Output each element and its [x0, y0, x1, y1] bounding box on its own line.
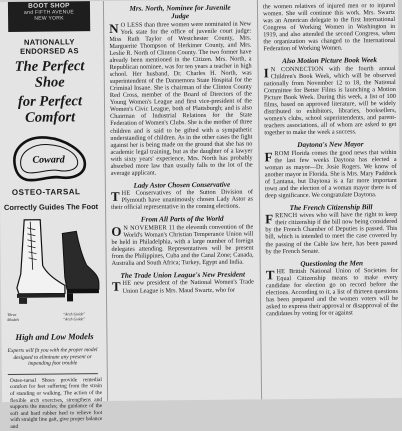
ad-endorsed-text: NATIONALLY ENDORSED AS: [20, 37, 79, 56]
article-all-parts-body: [111, 223, 253, 267]
lead-words: N NOVEMBER: [123, 224, 167, 232]
drop-cap: T: [110, 189, 120, 205]
banner-line-2: and FIFTH AVENUE: [23, 9, 75, 16]
boot-left-label-2: Models: [7, 316, 20, 323]
article-french-bill-body: [265, 211, 397, 255]
ad-experts-text: Experts will fit you with the proper model designed to eliminate any present or impending foot trouble: [7, 347, 98, 367]
article-all-parts-title: From All Parts of the World: [140, 215, 224, 225]
shoe-logo-text: Coward: [32, 154, 65, 166]
boot-label-left: [7, 312, 19, 322]
drop-cap: O: [111, 223, 122, 239]
lead-words: N CONNECTION: [270, 65, 324, 73]
lead-words: HE: [276, 268, 286, 276]
ad-tagline-2: for Perfect Comfort: [17, 93, 83, 126]
article-questioning-title: Questioning the Men: [300, 258, 364, 268]
ad-divider: [8, 373, 98, 375]
right-column: [260, 0, 402, 399]
lead-words: ROM: [274, 149, 290, 157]
article-mrs-north-body: [109, 20, 253, 177]
article-lady-astor-title: Lady Astor Chosen Conservative: [133, 180, 231, 190]
drop-cap: T: [265, 267, 275, 283]
drop-cap: F: [265, 211, 274, 227]
article-trade-union-body: [112, 279, 254, 295]
article-mrs-north-title-line-2: Judge: [171, 12, 190, 21]
article-questioning-body: [266, 267, 399, 318]
boot-label-right: [63, 311, 85, 321]
article-text: wives who will have the right to keep their citizenship if the bill now being considered by the French Chamber of Deputies is passed. This bill, which is intended to meet the case covered by the passing of the Cable law here, has been passed by the French Senate.: [265, 211, 398, 255]
article-book-week-title: Also Motion Picture Book Week: [282, 56, 377, 66]
drop-cap: N: [109, 20, 119, 36]
boot-labels: [3, 311, 101, 328]
article-text: British National Union of Societies for Equal Citizenship means to make every candidate for election go on record before the elections. According to it, a list of thirteen questions has been prepared and the women voters will be asked to express their approval or disapproval of the candidates by voting for or against: [265, 266, 399, 318]
banner-line-1: BOOT SHOP: [28, 2, 70, 10]
ad-brand-name: OSTEO-TARSAL: [11, 187, 81, 197]
shoe-print-logo-icon: [8, 129, 93, 188]
article-mrs-north-title: [109, 3, 251, 21]
boot-left-label-1: Three: [7, 311, 17, 318]
boot-shop-banner: [8, 1, 90, 32]
drop-cap: I: [263, 65, 269, 81]
article-text: with the fourth annual Children's Book Week, which will be observed nationally from November 12 to 18, the National Committee for Better Films is launching a Motion Picture Book Week. During this week, a list of 100 films, based on approved literature, will be widely distributed to exhibitors, libraries, booksellers, women's clubs, school superintendents, and parent-teachers associations, all of whom are asked to get together to make the week a success.: [263, 64, 397, 137]
ad-tagline-1: The Perfect Shoe: [14, 58, 85, 91]
ad-guides-text: Correctly Guides The Foot: [3, 202, 99, 213]
lead-words: HE: [121, 189, 131, 198]
article-lady-astor-body: [111, 189, 253, 212]
article-book-week-body: [264, 65, 397, 137]
article-trade-union-title: The Trade Union League's New President: [120, 270, 246, 280]
article-daytona-body: [264, 149, 397, 200]
lead-words: HE: [122, 280, 132, 288]
article-text: Conservatives of the Sutton Division of Plymouth have unanimously chosen Lady Astor as their official representative in the coming elections.: [111, 188, 254, 212]
article-text: new president of the National Women's Trade Union League is Mrs. Maud Swartz, who for: [122, 278, 254, 295]
drop-cap: T: [111, 279, 121, 295]
banner-line-3: NEW YORK: [34, 15, 64, 22]
article-text: 11 the eleventh convention of the World's Woman's Christian Temperance Union will be held in Philadelphia, with a large number of foreign delegates attending. Representatives will be present from the Philippines, Cuba and the Canal Zone; Canada, Australia and South Africa; Turkey, Egypt and India.: [111, 223, 254, 267]
shoe-advertisement: [0, 1, 106, 430]
article-text: Florida comes the good news that within the last few weeks Daytona has elected a woman as mayor—Dr. Josie Rogers. We know of another mayor in Florida. She is Mrs. Mary Paddock of Lantana, but Daytona is a far more important town and the election of a woman mayor there is of deep significance. We congratulate Daytona.: [264, 148, 397, 200]
article-swartz-continued: the women relatives of injured men or to injured women. She will continue this work. Mrs. Swartz was an American delegate to the first International Congress of Working Women in Washington in 1919, and also attended the second Congress, when the organization was changed to the International Federation of Working Women.: [262, 1, 396, 53]
boot-right-label-2: "Arch Guide": [63, 316, 86, 322]
lead-words: RENCH: [275, 212, 298, 220]
ad-body-text: Osteo-tarsal Shoes provide remedial comfort for feet suffering from the strain of standing or walking. The action of the flexible arch exercises, strengthens and supports the muscles; the guidance of the soft and hard rubber heel to relieve foot with straight line gait, give proper balance and: [9, 376, 103, 430]
article-daytona-title: Daytona's New Mayor: [297, 140, 364, 150]
article-text: than three women were nominated in New York state for the office of juvenile court judge: Miss Ruth Taylor of Westchester County, Mrs. Marguerite Thompson of Herkimer County, and Mrs. Leslie R. North of Clinton County. The two former have already been mentioned in the Citizen. Mrs. North, a Republican nominee, was for ten years a teacher in high school. Her husband, Dr. Charles H. North, was superintendent of the Dannemora State Hospital for the Criminal Insane. She is chairman of the Clinton County Red Cross, member of the Board of Directors of the Young Women's League and first vice-president of the Women's Civic League, both of Plattsburgh; and is also Chairman of Industrial Relations for the State Federation of Women's Clubs. She is the mother of three children and is said to be gifted with a sympathetic understanding of children. As in the other cases the fight against her is being made on the ground that she has no academic legal training, but as the daughter of a lawyer with sixty years' experience, Mrs. North has probably absorbed more law than usually falls to the lot of the average applicant.: [109, 20, 253, 177]
article-french-bill-title: The French Citizenship Bill: [289, 203, 373, 212]
middle-column: [106, 0, 258, 401]
boot-right-label-1: "Arch Guide": [63, 311, 85, 317]
ad-high-low-models: High and Low Models: [15, 331, 94, 342]
article-mrs-north-title-line-1: Mrs. North, Nominee for Juvenile: [129, 3, 231, 13]
lead-words: O LESS: [120, 21, 143, 29]
boots-illustration-icon: [2, 213, 103, 312]
drop-cap: F: [264, 148, 273, 164]
